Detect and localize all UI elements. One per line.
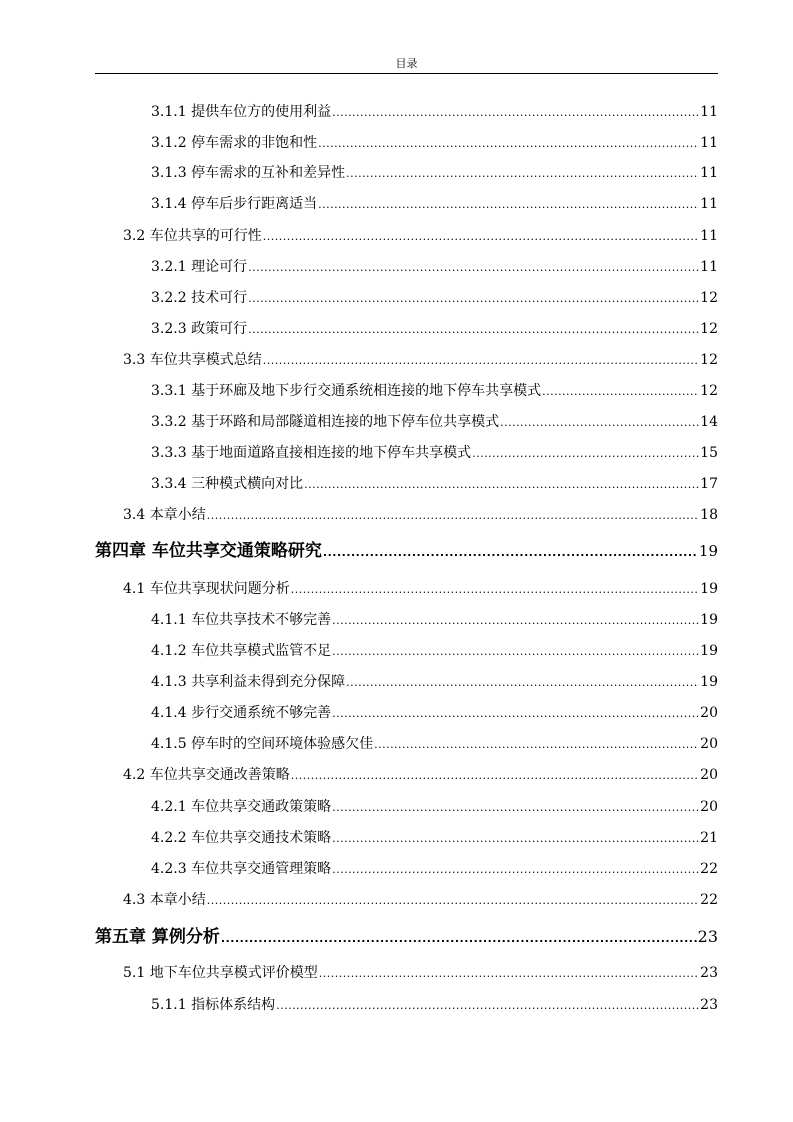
- toc-entry-title: 3.3.4 三种模式横向对比: [151, 476, 304, 492]
- toc-leader-dots: [318, 135, 699, 153]
- toc-entry[interactable]: [151, 103, 718, 122]
- toc-entry-title: 3.2.2 技术可行: [151, 290, 248, 306]
- page-header-title: 目录: [395, 57, 418, 70]
- toc-entry[interactable]: [151, 704, 718, 723]
- toc-entry-page: 21: [700, 830, 718, 846]
- toc-entry-page: 18: [700, 507, 718, 523]
- toc-entry-page: 11: [700, 135, 718, 151]
- toc-entry-page: 12: [700, 352, 718, 368]
- toc-entry-title: 3.3 车位共享模式总结: [123, 352, 262, 368]
- toc-entry[interactable]: [123, 227, 718, 246]
- toc-entry-title: 4.2.3 车位共享交通管理策略: [151, 861, 332, 877]
- toc-entry[interactable]: [151, 673, 718, 692]
- toc-leader-dots: [346, 674, 699, 692]
- toc-entry-page: 12: [700, 321, 718, 337]
- toc-leader-dots: [291, 581, 699, 599]
- toc-entry[interactable]: [151, 996, 718, 1015]
- toc-leader-dots: [500, 414, 699, 432]
- toc-leader-dots: [221, 928, 697, 950]
- toc-entry[interactable]: [151, 413, 718, 432]
- toc-entry[interactable]: [151, 382, 718, 401]
- toc-leader-dots: [319, 965, 699, 983]
- toc-entry[interactable]: [151, 611, 718, 630]
- toc-entry-page: 11: [700, 259, 718, 275]
- toc-leader-dots: [276, 997, 699, 1015]
- toc-entry-page: 23: [700, 965, 718, 981]
- toc-entry-title: 3.3.3 基于地面道路直接相连接的地下停车共享模式: [151, 445, 472, 461]
- toc-entry[interactable]: [151, 642, 718, 661]
- toc-entry-title: 第五章 算例分析: [95, 927, 220, 947]
- toc-entry-title: 3.2 车位共享的可行性: [123, 228, 262, 244]
- toc-entry-title: 3.3.1 基于环廊及地下步行交通系统相连接的地下停车共享模式: [151, 383, 542, 399]
- toc-leader-dots: [263, 352, 699, 370]
- toc-entry[interactable]: [123, 580, 718, 599]
- toc-entry-page: 12: [700, 290, 718, 306]
- toc-entry-page: 11: [700, 165, 718, 181]
- toc-leader-dots: [248, 259, 699, 277]
- toc-entry[interactable]: [151, 735, 718, 754]
- toc-entry-title: 4.2 车位共享交通改善策略: [123, 767, 290, 783]
- toc-entry-page: 11: [700, 228, 718, 244]
- toc-entry[interactable]: [151, 289, 718, 308]
- toc-leader-dots: [332, 799, 699, 817]
- toc-entry[interactable]: [151, 475, 718, 494]
- toc-entry-page: 19: [700, 643, 718, 659]
- toc-entry-page: 19: [700, 612, 718, 628]
- toc-entry-page: 12: [700, 383, 718, 399]
- toc-entry-page: 17: [700, 476, 718, 492]
- toc-leader-dots: [374, 736, 699, 754]
- toc-entry-page: 20: [700, 767, 718, 783]
- toc-entry-page: 15: [700, 445, 718, 461]
- toc-leader-dots: [346, 165, 699, 183]
- toc-leader-dots: [318, 196, 699, 214]
- toc-entry[interactable]: [151, 798, 718, 817]
- toc-leader-dots: [248, 290, 699, 308]
- toc-entry-page: 20: [700, 736, 718, 752]
- toc-entry-title: 3.1.3 停车需求的互补和差异性: [151, 165, 346, 181]
- toc-entry-title: 4.1.5 停车时的空间环境体验感欠佳: [151, 736, 374, 752]
- toc-entry-title: 4.2.1 车位共享交通政策策略: [151, 799, 332, 815]
- toc-entry-title: 3.2.3 政策可行: [151, 321, 248, 337]
- toc-entry-page: 23: [697, 927, 718, 946]
- toc-leader-dots: [332, 861, 699, 879]
- toc-entry-page: 22: [700, 861, 718, 877]
- toc-entry-page: 22: [700, 892, 718, 908]
- toc-entry-page: 11: [700, 196, 718, 212]
- toc-entry[interactable]: [151, 829, 718, 848]
- toc-entry[interactable]: [123, 506, 718, 525]
- toc-leader-dots: [542, 383, 699, 401]
- toc-entry-page: 19: [698, 542, 718, 560]
- toc-leader-dots: [248, 321, 699, 339]
- toc-entry[interactable]: [151, 444, 718, 463]
- toc-entry-page: 11: [700, 104, 718, 120]
- toc-entry-page: 19: [700, 674, 718, 690]
- toc-entry-page: 19: [700, 581, 718, 597]
- toc-entry-page: 23: [700, 997, 718, 1013]
- toc-leader-dots: [332, 104, 699, 122]
- toc-entry-title: 5.1 地下车位共享模式评价模型: [123, 965, 318, 981]
- toc-leader-dots: [332, 705, 699, 723]
- toc-entry-title: 3.1.1 提供车位方的使用利益: [151, 104, 332, 120]
- toc-leader-dots: [304, 476, 699, 494]
- toc-entry-title: 5.1.1 指标体系结构: [151, 997, 276, 1013]
- toc-entry-title: 3.3.2 基于环路和局部隧道相连接的地下停车位共享模式: [151, 414, 500, 430]
- toc-leader-dots: [263, 228, 699, 246]
- toc-chapter-entry[interactable]: [95, 540, 718, 564]
- toc-entry[interactable]: [151, 860, 718, 879]
- toc-leader-dots: [207, 507, 699, 525]
- toc-entry[interactable]: [151, 195, 718, 214]
- toc-entry[interactable]: [151, 320, 718, 339]
- toc-entry-page: 20: [700, 705, 718, 721]
- toc-leader-dots: [332, 830, 699, 848]
- toc-leader-dots: [472, 445, 699, 463]
- toc-entry[interactable]: [151, 134, 718, 153]
- toc-entry[interactable]: [151, 258, 718, 277]
- toc-leader-dots: [332, 643, 699, 661]
- toc-entry-page: 14: [700, 414, 718, 430]
- toc-entry-title: 4.1 车位共享现状问题分析: [123, 581, 290, 597]
- toc-entry[interactable]: [151, 164, 718, 183]
- toc-entry-page: 20: [700, 799, 718, 815]
- toc-entry-title: 3.1.2 停车需求的非饱和性: [151, 135, 318, 151]
- toc-entry-title: 4.2.2 车位共享交通技术策略: [151, 830, 332, 846]
- toc-entry[interactable]: [123, 351, 718, 370]
- toc-entry-title: 3.2.1 理论可行: [151, 259, 248, 275]
- toc-entry-title: 4.1.4 步行交通系统不够完善: [151, 705, 332, 721]
- toc-chapter-entry[interactable]: [95, 926, 718, 950]
- toc-leader-dots: [332, 612, 699, 630]
- toc-entry[interactable]: [123, 766, 718, 785]
- toc-leader-dots: [291, 767, 699, 785]
- toc-entry-title: 4.1.1 车位共享技术不够完善: [151, 612, 332, 628]
- toc-entry-title: 3.4 本章小结: [123, 507, 206, 523]
- toc-entry[interactable]: [123, 891, 718, 910]
- toc-entry-title: 4.3 本章小结: [123, 892, 206, 908]
- toc-leader-dots: [323, 542, 698, 564]
- toc-entry-title: 4.1.2 车位共享模式监管不足: [151, 643, 332, 659]
- toc-entry[interactable]: [123, 964, 718, 983]
- toc-entry-title: 4.1.3 共享利益未得到充分保障: [151, 674, 346, 690]
- toc-leader-dots: [207, 892, 699, 910]
- toc-entry-title: 3.1.4 停车后步行距离适当: [151, 196, 318, 212]
- toc-entry-title: 第四章 车位共享交通策略研究: [95, 541, 322, 561]
- header-divider: [95, 73, 718, 74]
